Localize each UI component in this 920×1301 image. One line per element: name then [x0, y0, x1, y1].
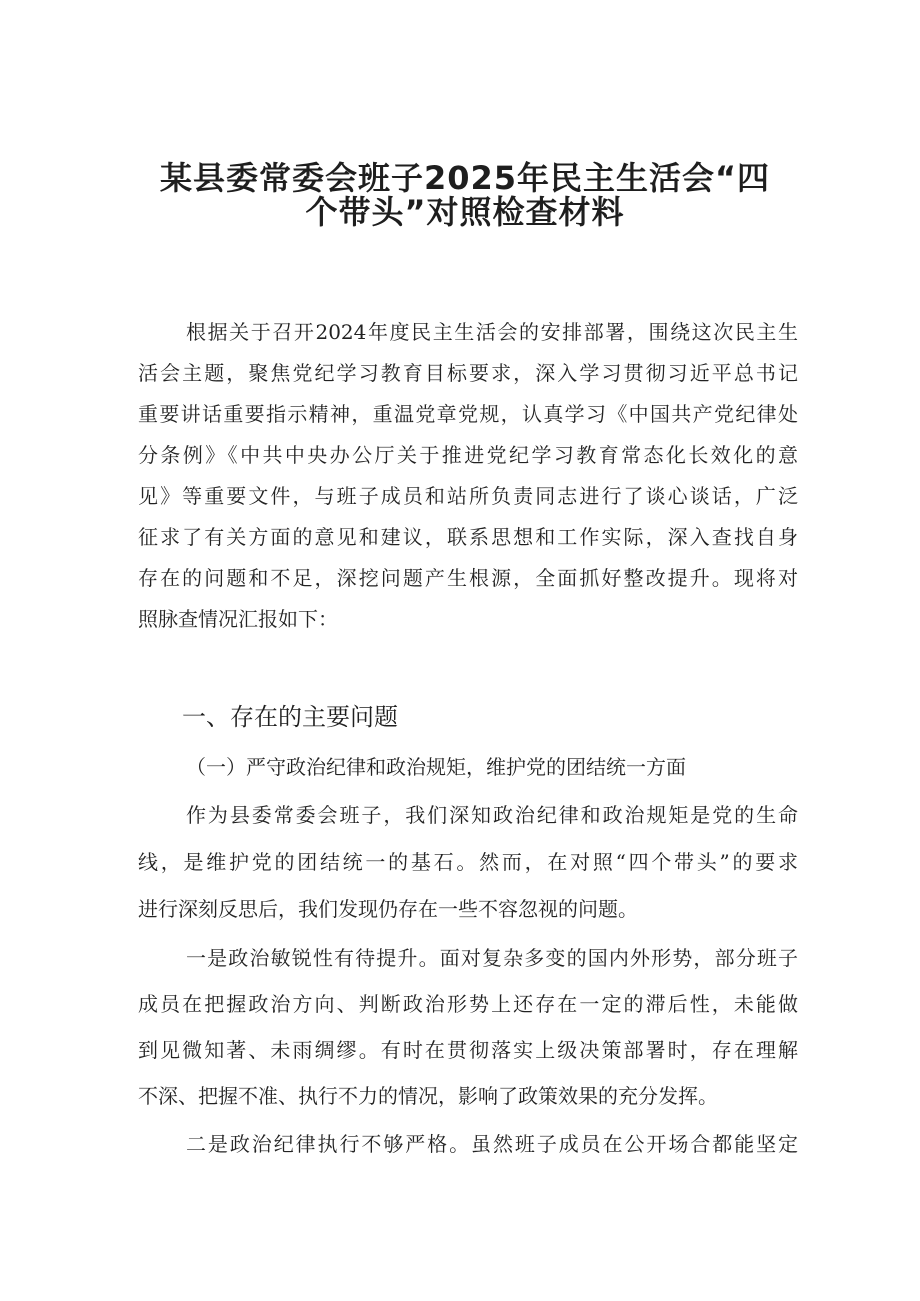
paragraph-2-line: 线，是维护党的团结统一的基石。然而，在对照“四个带头”的要求 [138, 850, 798, 874]
paragraph-1-line: 活会主题，聚焦党纪学习教育目标要求，深入学习贯彻习近平总书记 [138, 361, 798, 385]
paragraph-1-line: 重要讲话重要指示精神，重温党章党规，认真学习《中国共产党纪律处 [138, 402, 798, 426]
section-heading-1: 一、存在的主要问题 [182, 703, 398, 731]
paragraph-3-line: 一是政治敏锐性有待提升。面对复杂多变的国内外形势，部分班子 [186, 946, 798, 970]
paragraph-1-line: 根据关于召开2024年度民主生活会的安排部署，围绕这次民主生 [186, 320, 798, 344]
paragraph-3-line: 成员在把握政治方向、判断政治形势上还存在一定的滞后性，未能做 [138, 992, 798, 1016]
paragraph-2-line: 进行深刻反思后，我们发现仍存在一些不容忽视的问题。 [138, 897, 638, 921]
paragraph-3-line: 到见微知著、未雨绸缪。有时在贯彻落实上级决策部署时，存在理解 [138, 1038, 798, 1062]
paragraph-1-line: 分条例》《中共中央办公厅关于推进党纪学习教育常态化长效化的意 [138, 443, 798, 467]
paragraph-2-line: 作为县委常委会班子，我们深知政治纪律和政治规矩是党的生命 [186, 803, 798, 827]
subheading-1: （一）严守政治纪律和政治规矩，维护党的团结统一方面 [186, 755, 686, 779]
document-body [138, 0, 798, 1301]
paragraph-1-line: 征求了有关方面的意见和建议，联系思想和工作实际，深入查找自身 [138, 525, 798, 549]
document-title-line-2: 个带头”对照检查材料 [305, 193, 625, 231]
paragraph-1-line: 存在的问题和不足，深挖问题产生根源，全面抓好整改提升。现将对 [138, 566, 798, 590]
document-title-line-1: 某县委常委会班子2025年民主生活会“四 [159, 159, 771, 197]
paragraph-1-line: 照脉查情况汇报如下： [138, 607, 338, 631]
paragraph-4-line: 二是政治纪律执行不够严格。虽然班子成员在公开场合都能坚定 [186, 1132, 798, 1156]
paragraph-3-line: 不深、把握不准、执行不力的情况，影响了政策效果的充分发挥。 [138, 1084, 718, 1108]
paragraph-1-line: 见》等重要文件，与班子成员和站所负责同志进行了谈心谈话，广泛 [138, 484, 798, 508]
